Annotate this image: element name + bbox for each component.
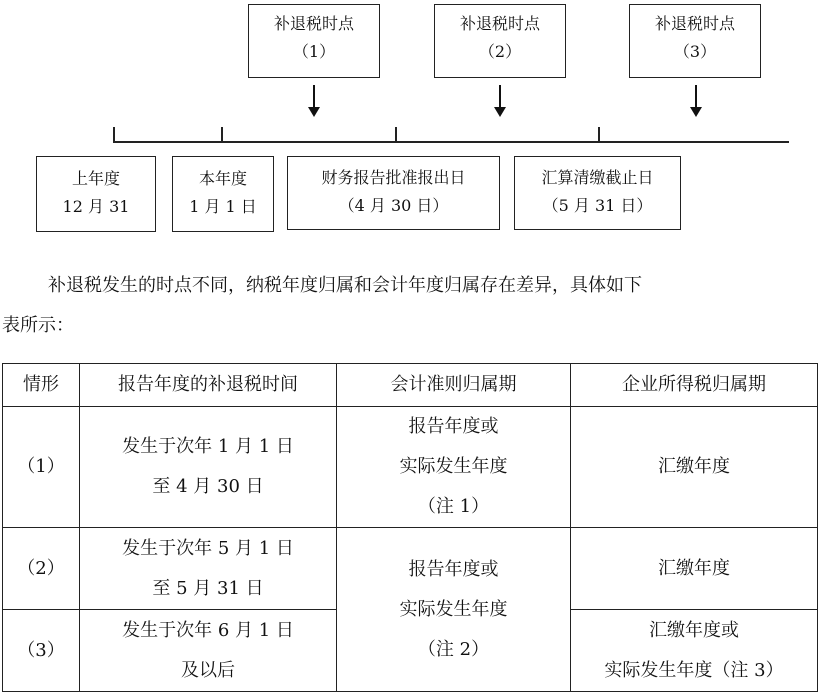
case-cell: （3） [3, 610, 80, 692]
tax-time-point-box-3 [629, 4, 761, 78]
paragraph-line-1: 补退税发生的时点不同，纳税年度归属和会计年度归属存在差异，具体如下 [48, 275, 642, 296]
time-line: 至 4 月 30 日 [152, 476, 264, 497]
timeline-axis [113, 141, 789, 143]
description-paragraph [0, 266, 820, 346]
date-box-report-approval [287, 156, 500, 230]
tax-time-point-box-2 [434, 4, 566, 78]
date-box-line1: 本年度 [198, 169, 247, 188]
date-box-line1: 汇算清缴截止日 [541, 168, 654, 187]
case-cell: （2） [3, 528, 80, 610]
header-time: 报告年度的补退税时间 [80, 364, 337, 407]
time-line: 发生于次年 1 月 1 日 [122, 436, 294, 457]
date-box-line2: 1 月 1 日 [189, 197, 257, 216]
time-cell [80, 528, 337, 610]
timeline-tick [221, 127, 223, 143]
tax-time-point-label: 补退税时点 [654, 14, 735, 33]
timeline-tick [395, 127, 397, 143]
tax-attribution-table [2, 363, 818, 692]
date-box-current-year-start [172, 156, 274, 232]
date-box-prior-year-end [36, 156, 156, 232]
time-line: 发生于次年 6 月 1 日 [122, 619, 294, 641]
time-line: 发生于次年 5 月 1 日 [122, 537, 294, 559]
tax-period-cell [571, 407, 818, 528]
date-box-line1: 财务报告批准报出日 [321, 168, 466, 187]
timeline-tick [113, 127, 115, 143]
date-box-line2: （4 月 30 日） [338, 196, 449, 215]
table-header-row [3, 364, 818, 407]
table-row [3, 407, 818, 528]
header-tax-period: 企业所得税归属期 [571, 364, 818, 407]
acct-line: 实际发生年度 [399, 598, 508, 620]
timeline-tick [598, 127, 600, 143]
date-box-line2: 12 月 31 [62, 197, 130, 216]
tax-line: 汇缴年度 [658, 456, 730, 477]
header-accounting-period: 会计准则归属期 [337, 364, 571, 407]
tax-time-point-number: （3） [673, 42, 717, 61]
accounting-period-cell [337, 528, 571, 692]
case-cell: （1） [3, 407, 80, 528]
date-box-line2: （5 月 31 日） [542, 196, 653, 215]
tax-period-cell [571, 610, 818, 692]
tax-time-point-number: （2） [478, 42, 522, 61]
paragraph-line-2: 表所示： [2, 315, 74, 336]
accounting-period-cell [337, 407, 571, 528]
acct-line: 报告年度或 [408, 416, 499, 437]
time-cell [80, 407, 337, 528]
time-line: 至 5 月 31 日 [152, 577, 264, 599]
acct-line: （注 2） [417, 638, 490, 660]
tax-time-point-box-1 [248, 4, 380, 78]
tax-time-point-label: 补退税时点 [459, 14, 540, 33]
tax-time-point-label: 补退税时点 [273, 14, 354, 33]
time-line: 及以后 [181, 659, 235, 681]
tax-line: 汇缴年度或 [649, 619, 739, 641]
time-cell [80, 610, 337, 692]
tax-period-cell [571, 528, 818, 610]
acct-line: 报告年度或 [408, 558, 499, 580]
date-box-settlement-deadline [514, 156, 681, 230]
tax-line: 汇缴年度 [658, 557, 730, 579]
date-box-line1: 上年度 [71, 169, 120, 188]
acct-line: （注 1） [417, 496, 490, 517]
table-row [3, 528, 818, 610]
acct-line: 实际发生年度 [399, 456, 508, 477]
tax-line: 实际发生年度（注 3） [604, 659, 784, 681]
header-case: 情形 [3, 364, 80, 407]
tax-time-point-number: （1） [292, 42, 336, 61]
